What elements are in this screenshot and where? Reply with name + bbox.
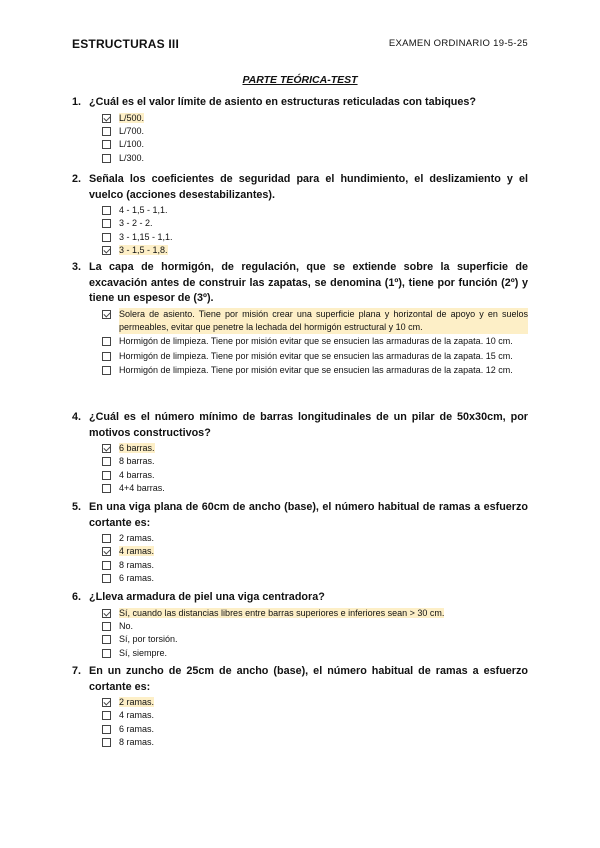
- answer-option[interactable]: [72, 469, 528, 482]
- option-label: L/300.: [119, 152, 145, 163]
- option-label: Solera de asiento. Tiene por misión crear una superficie plana y horizontal de apoyo y en suelos permeables, evitar que penetre la lechada del hormigón estructural y 10 cm.: [119, 308, 528, 335]
- option-label: 4 ramas.: [119, 710, 155, 721]
- option-list: [72, 532, 528, 586]
- answer-option[interactable]: [72, 204, 528, 217]
- answer-option[interactable]: [72, 696, 528, 709]
- question-text: [72, 260, 528, 307]
- option-label: No.: [119, 620, 134, 631]
- option-label: 8 barras.: [119, 456, 155, 467]
- option-label: 3 - 1,15 - 1,1.: [119, 231, 173, 242]
- question-statement: Señala los coeficientes de seguridad para el hundimiento, el deslizamiento y el vuelco (acciones desestabilizantes).: [89, 173, 528, 201]
- checkbox-empty-icon[interactable]: [102, 219, 111, 228]
- question-number: 5.: [72, 501, 82, 513]
- answer-option[interactable]: [72, 545, 528, 558]
- checkbox-empty-icon[interactable]: [102, 206, 111, 215]
- answer-option[interactable]: [72, 442, 528, 455]
- section-title: PARTE TEÓRICA-TEST: [242, 74, 358, 86]
- question-number: 1.: [72, 96, 82, 108]
- checkbox-empty-icon[interactable]: [102, 635, 111, 644]
- question-text: [72, 410, 528, 441]
- question-statement: En un zuncho de 25cm de ancho (base), el número habitual de ramas a esfuerzo cortante es:: [89, 665, 528, 693]
- answer-option[interactable]: [72, 112, 528, 125]
- question-number: 6.: [72, 591, 82, 603]
- exam-label: EXAMEN ORDINARIO 19-5-25: [388, 38, 528, 49]
- option-label: L/100.: [119, 139, 145, 150]
- checkbox-empty-icon[interactable]: [102, 140, 111, 149]
- option-label: 2 ramas.: [119, 697, 155, 707]
- question-5: [72, 500, 528, 586]
- option-label: 4 barras.: [119, 469, 155, 480]
- checkbox-empty-icon[interactable]: [102, 337, 111, 346]
- option-list: [72, 112, 528, 166]
- option-label: L/700.: [119, 125, 145, 136]
- option-label: Sí, por torsión.: [119, 634, 178, 645]
- checkbox-empty-icon[interactable]: [102, 738, 111, 747]
- question-1: [72, 95, 528, 165]
- checkbox-checked-icon[interactable]: [102, 698, 111, 707]
- option-label: 4+4 barras.: [119, 483, 165, 494]
- answer-option[interactable]: [72, 364, 528, 377]
- option-label: Hormigón de limpieza. Tiene por misión evitar que se ensucien las armaduras de la zapata. 15 cm.: [119, 350, 513, 361]
- question-statement: La capa de hormigón, de regulación, que se extiende sobre la superficie de excavación antes de construir las zapatas, se denomina (1º), tiene por función (2º) y tiene un espesor de (3º).: [89, 261, 528, 304]
- answer-option[interactable]: [72, 572, 528, 585]
- question-number: 2.: [72, 173, 82, 185]
- subject-title: ESTRUCTURAS III: [72, 37, 180, 51]
- option-label: 6 ramas.: [119, 573, 155, 584]
- answer-option[interactable]: [72, 633, 528, 646]
- option-label: L/500.: [119, 112, 145, 123]
- answer-option[interactable]: [72, 482, 528, 495]
- question-statement: En una viga plana de 60cm de ancho (base), el número habitual de ramas a esfuerzo cortante es:: [89, 501, 528, 529]
- answer-option[interactable]: [72, 350, 528, 363]
- checkbox-checked-icon[interactable]: [102, 547, 111, 556]
- question-statement: ¿Lleva armadura de piel una viga centradora?: [89, 591, 325, 603]
- checkbox-empty-icon[interactable]: [102, 154, 111, 163]
- checkbox-empty-icon[interactable]: [102, 622, 111, 631]
- checkbox-empty-icon[interactable]: [102, 127, 111, 136]
- question-number: 3.: [72, 261, 82, 273]
- question-4: [72, 410, 528, 496]
- checkbox-empty-icon[interactable]: [102, 484, 111, 493]
- answer-option[interactable]: [72, 231, 528, 244]
- answer-option[interactable]: [72, 125, 528, 138]
- option-label: 8 ramas.: [119, 737, 155, 748]
- question-text: [72, 590, 528, 606]
- option-label: 3 - 2 - 2.: [119, 218, 153, 229]
- question-3: [72, 260, 528, 379]
- question-number: 7.: [72, 665, 82, 677]
- checkbox-empty-icon[interactable]: [102, 471, 111, 480]
- checkbox-empty-icon[interactable]: [102, 649, 111, 658]
- answer-option[interactable]: [72, 709, 528, 722]
- question-6: [72, 590, 528, 660]
- option-list: [72, 308, 528, 378]
- option-label: 4 - 1,5 - 1,1.: [119, 205, 168, 215]
- answer-option[interactable]: [72, 335, 528, 348]
- answer-option[interactable]: [72, 217, 528, 230]
- checkbox-empty-icon[interactable]: [102, 352, 111, 361]
- answer-option[interactable]: [72, 607, 528, 620]
- question-text: [72, 95, 528, 111]
- checkbox-empty-icon[interactable]: [102, 457, 111, 466]
- checkbox-checked-icon[interactable]: [102, 310, 111, 319]
- answer-option[interactable]: [72, 723, 528, 736]
- question-text: [72, 500, 528, 531]
- option-label: Sí, siempre.: [119, 647, 168, 658]
- answer-option[interactable]: [72, 559, 528, 572]
- answer-option[interactable]: [72, 620, 528, 633]
- option-label: Sí, cuando las distancias libres entre barras superiores e inferiores sean > 30 cm.: [119, 607, 445, 618]
- answer-option[interactable]: [72, 152, 528, 165]
- answer-option[interactable]: [72, 647, 528, 660]
- checkbox-checked-icon[interactable]: [102, 114, 111, 123]
- checkbox-empty-icon[interactable]: [102, 366, 111, 375]
- checkbox-empty-icon[interactable]: [102, 725, 111, 734]
- checkbox-empty-icon[interactable]: [102, 711, 111, 720]
- answer-option[interactable]: [72, 455, 528, 468]
- option-list: [72, 607, 528, 661]
- checkbox-checked-icon[interactable]: [102, 444, 111, 453]
- question-2: [72, 172, 528, 258]
- checkbox-empty-icon[interactable]: [102, 561, 111, 570]
- question-statement: ¿Cuál es el número mínimo de barras longitudinales de un pilar de 50x30cm, por motivos constructivos?: [89, 411, 528, 439]
- option-label: 2 ramas.: [119, 533, 155, 543]
- option-label: 6 ramas.: [119, 723, 155, 734]
- option-label: 3 - 1,5 - 1,8.: [119, 245, 168, 256]
- option-label: Hormigón de limpieza. Tiene por misión evitar que se ensucien las armaduras de la zapata. 10 cm.: [119, 336, 513, 347]
- option-label: 8 ramas.: [119, 559, 155, 570]
- answer-option[interactable]: [72, 736, 528, 749]
- option-label: 4 ramas.: [119, 546, 155, 557]
- answer-option[interactable]: [72, 244, 528, 257]
- option-label: 6 barras.: [119, 443, 155, 453]
- question-text: [72, 172, 528, 203]
- answer-option[interactable]: [72, 138, 528, 151]
- option-list: [72, 696, 528, 750]
- answer-option[interactable]: [72, 308, 528, 335]
- question-statement: ¿Cuál es el valor límite de asiento en estructuras reticuladas con tabiques?: [89, 96, 477, 108]
- checkbox-checked-icon[interactable]: [102, 246, 111, 255]
- checkbox-empty-icon[interactable]: [102, 534, 111, 543]
- page-header: [72, 37, 528, 53]
- checkbox-empty-icon[interactable]: [102, 574, 111, 583]
- checkbox-empty-icon[interactable]: [102, 233, 111, 242]
- option-label: Hormigón de limpieza. Tiene por misión evitar que se ensucien las armaduras de la zapata. 12 cm.: [119, 365, 513, 376]
- question-number: 4.: [72, 411, 82, 423]
- option-list: [72, 204, 528, 258]
- checkbox-checked-icon[interactable]: [102, 609, 111, 618]
- answer-option[interactable]: [72, 532, 528, 545]
- question-text: [72, 664, 528, 695]
- option-list: [72, 442, 528, 496]
- question-7: [72, 664, 528, 750]
